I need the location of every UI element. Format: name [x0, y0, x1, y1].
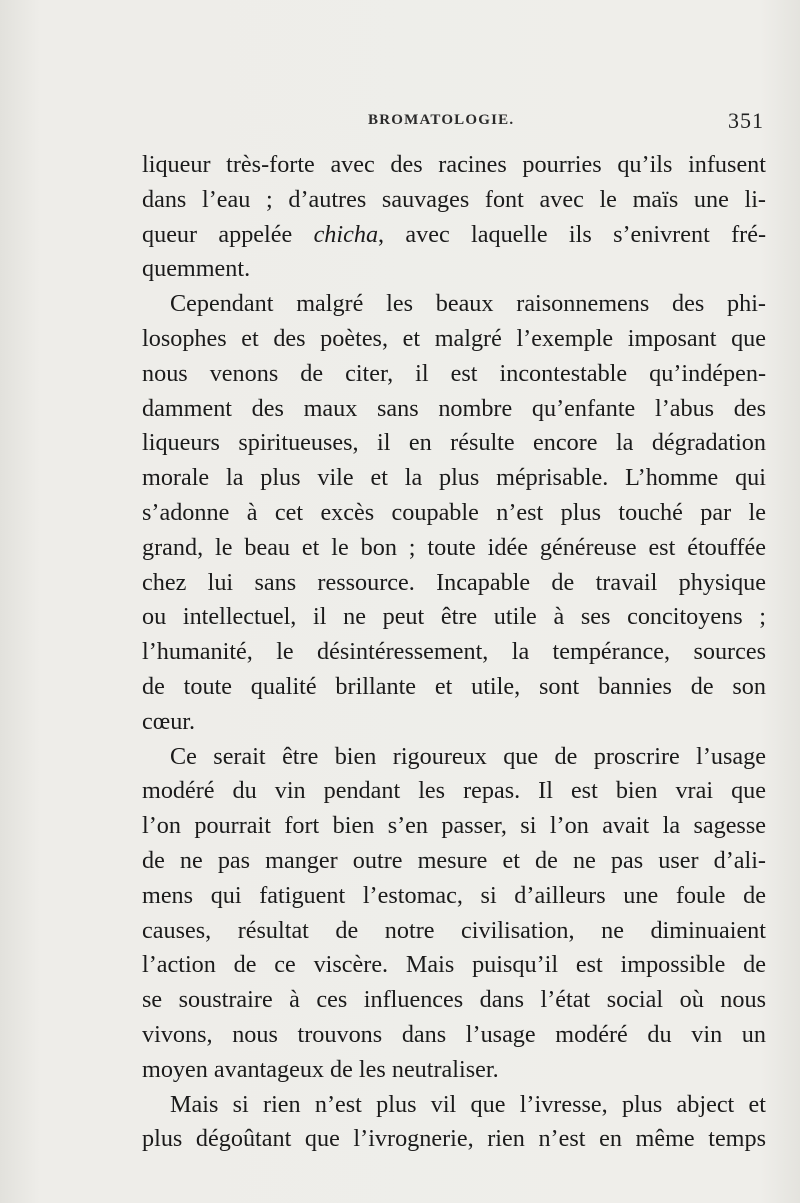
text-line: damment des maux sans nombre qu’enfante l’abus des — [142, 394, 766, 422]
text-line: se soustraire à ces influences dans l’état social où nous — [142, 986, 766, 1014]
text-line: l’on pourrait fort bien s’en passer, si l’on avait la sagesse — [142, 812, 766, 840]
text-line: quemment. — [142, 255, 251, 283]
page-header — [140, 108, 764, 138]
text-line: causes, résultat de notre civilisation, ne diminuaient — [142, 916, 766, 944]
running-head: BROMATOLOGIE. — [368, 112, 515, 128]
paragraph-1 — [142, 148, 766, 287]
text-line: Cependant malgré les beaux raisonnemens des phi- — [170, 290, 766, 318]
text-line: moyen avantageux de les neutraliser. — [142, 1055, 499, 1083]
text-line: l’humanité, le désintéressement, la tempérance, sources — [142, 638, 766, 666]
text-segment: , avec laquelle ils s’enivrent fré- — [378, 220, 766, 248]
text-line: liqueur très-forte avec des racines pourries qu’ils infusent — [142, 151, 766, 178]
text-line: modéré du vin pendant les repas. Il est bien vrai que — [142, 777, 766, 805]
page-number: 351 — [728, 108, 764, 133]
paragraph-4 — [142, 1088, 766, 1158]
paragraph-3 — [142, 740, 766, 1088]
text-line: de toute qualité brillante et utile, sont bannies de son — [142, 672, 766, 700]
text-line: l’action de ce viscère. Mais puisqu’il est impossible de — [142, 951, 766, 979]
text-line — [142, 218, 766, 253]
paragraph-2 — [142, 287, 766, 739]
text-line: dans l’eau ; d’autres sauvages font avec le maïs une li- — [142, 185, 766, 213]
text-line: cœur. — [142, 707, 196, 735]
text-line: plus dégoûtant que l’ivrognerie, rien n’est en même temps — [142, 1125, 766, 1153]
text-line: morale la plus vile et la plus méprisable. L’homme qui — [142, 464, 766, 492]
text-line: s’adonne à cet excès coupable n’est plus touché par le — [142, 498, 766, 526]
text-line: Ce serait être bien rigoureux que de proscrire l’usage — [170, 742, 766, 770]
text-line: mens qui fatiguent l’estomac, si d’ailleurs une foule de — [142, 881, 766, 909]
body-text — [142, 148, 766, 1157]
text-line: vivons, nous trouvons dans l’usage modéré du vin un — [142, 1020, 766, 1048]
text-line: chez lui sans ressource. Incapable de travail physique — [142, 568, 766, 596]
italic-term: chicha — [313, 220, 379, 248]
text-line: losophes et des poètes, et malgré l’exemple imposant que — [142, 324, 766, 352]
text-line: liqueurs spiritueuses, il en résulte encore la dégradation — [142, 429, 766, 457]
text-line: de ne pas manger outre mesure et de ne pas user d’ali- — [142, 846, 766, 874]
text-line: Mais si rien n’est plus vil que l’ivresse, plus abject et — [170, 1090, 766, 1118]
text-segment: queur appelée — [142, 220, 314, 248]
text-line: grand, le beau et le bon ; toute idée généreuse est étouffée — [142, 533, 766, 561]
text-line: nous venons de citer, il est incontestable qu’indépen- — [142, 359, 766, 387]
text-line: ou intellectuel, il ne peut être utile à ses concitoyens ; — [142, 603, 766, 631]
